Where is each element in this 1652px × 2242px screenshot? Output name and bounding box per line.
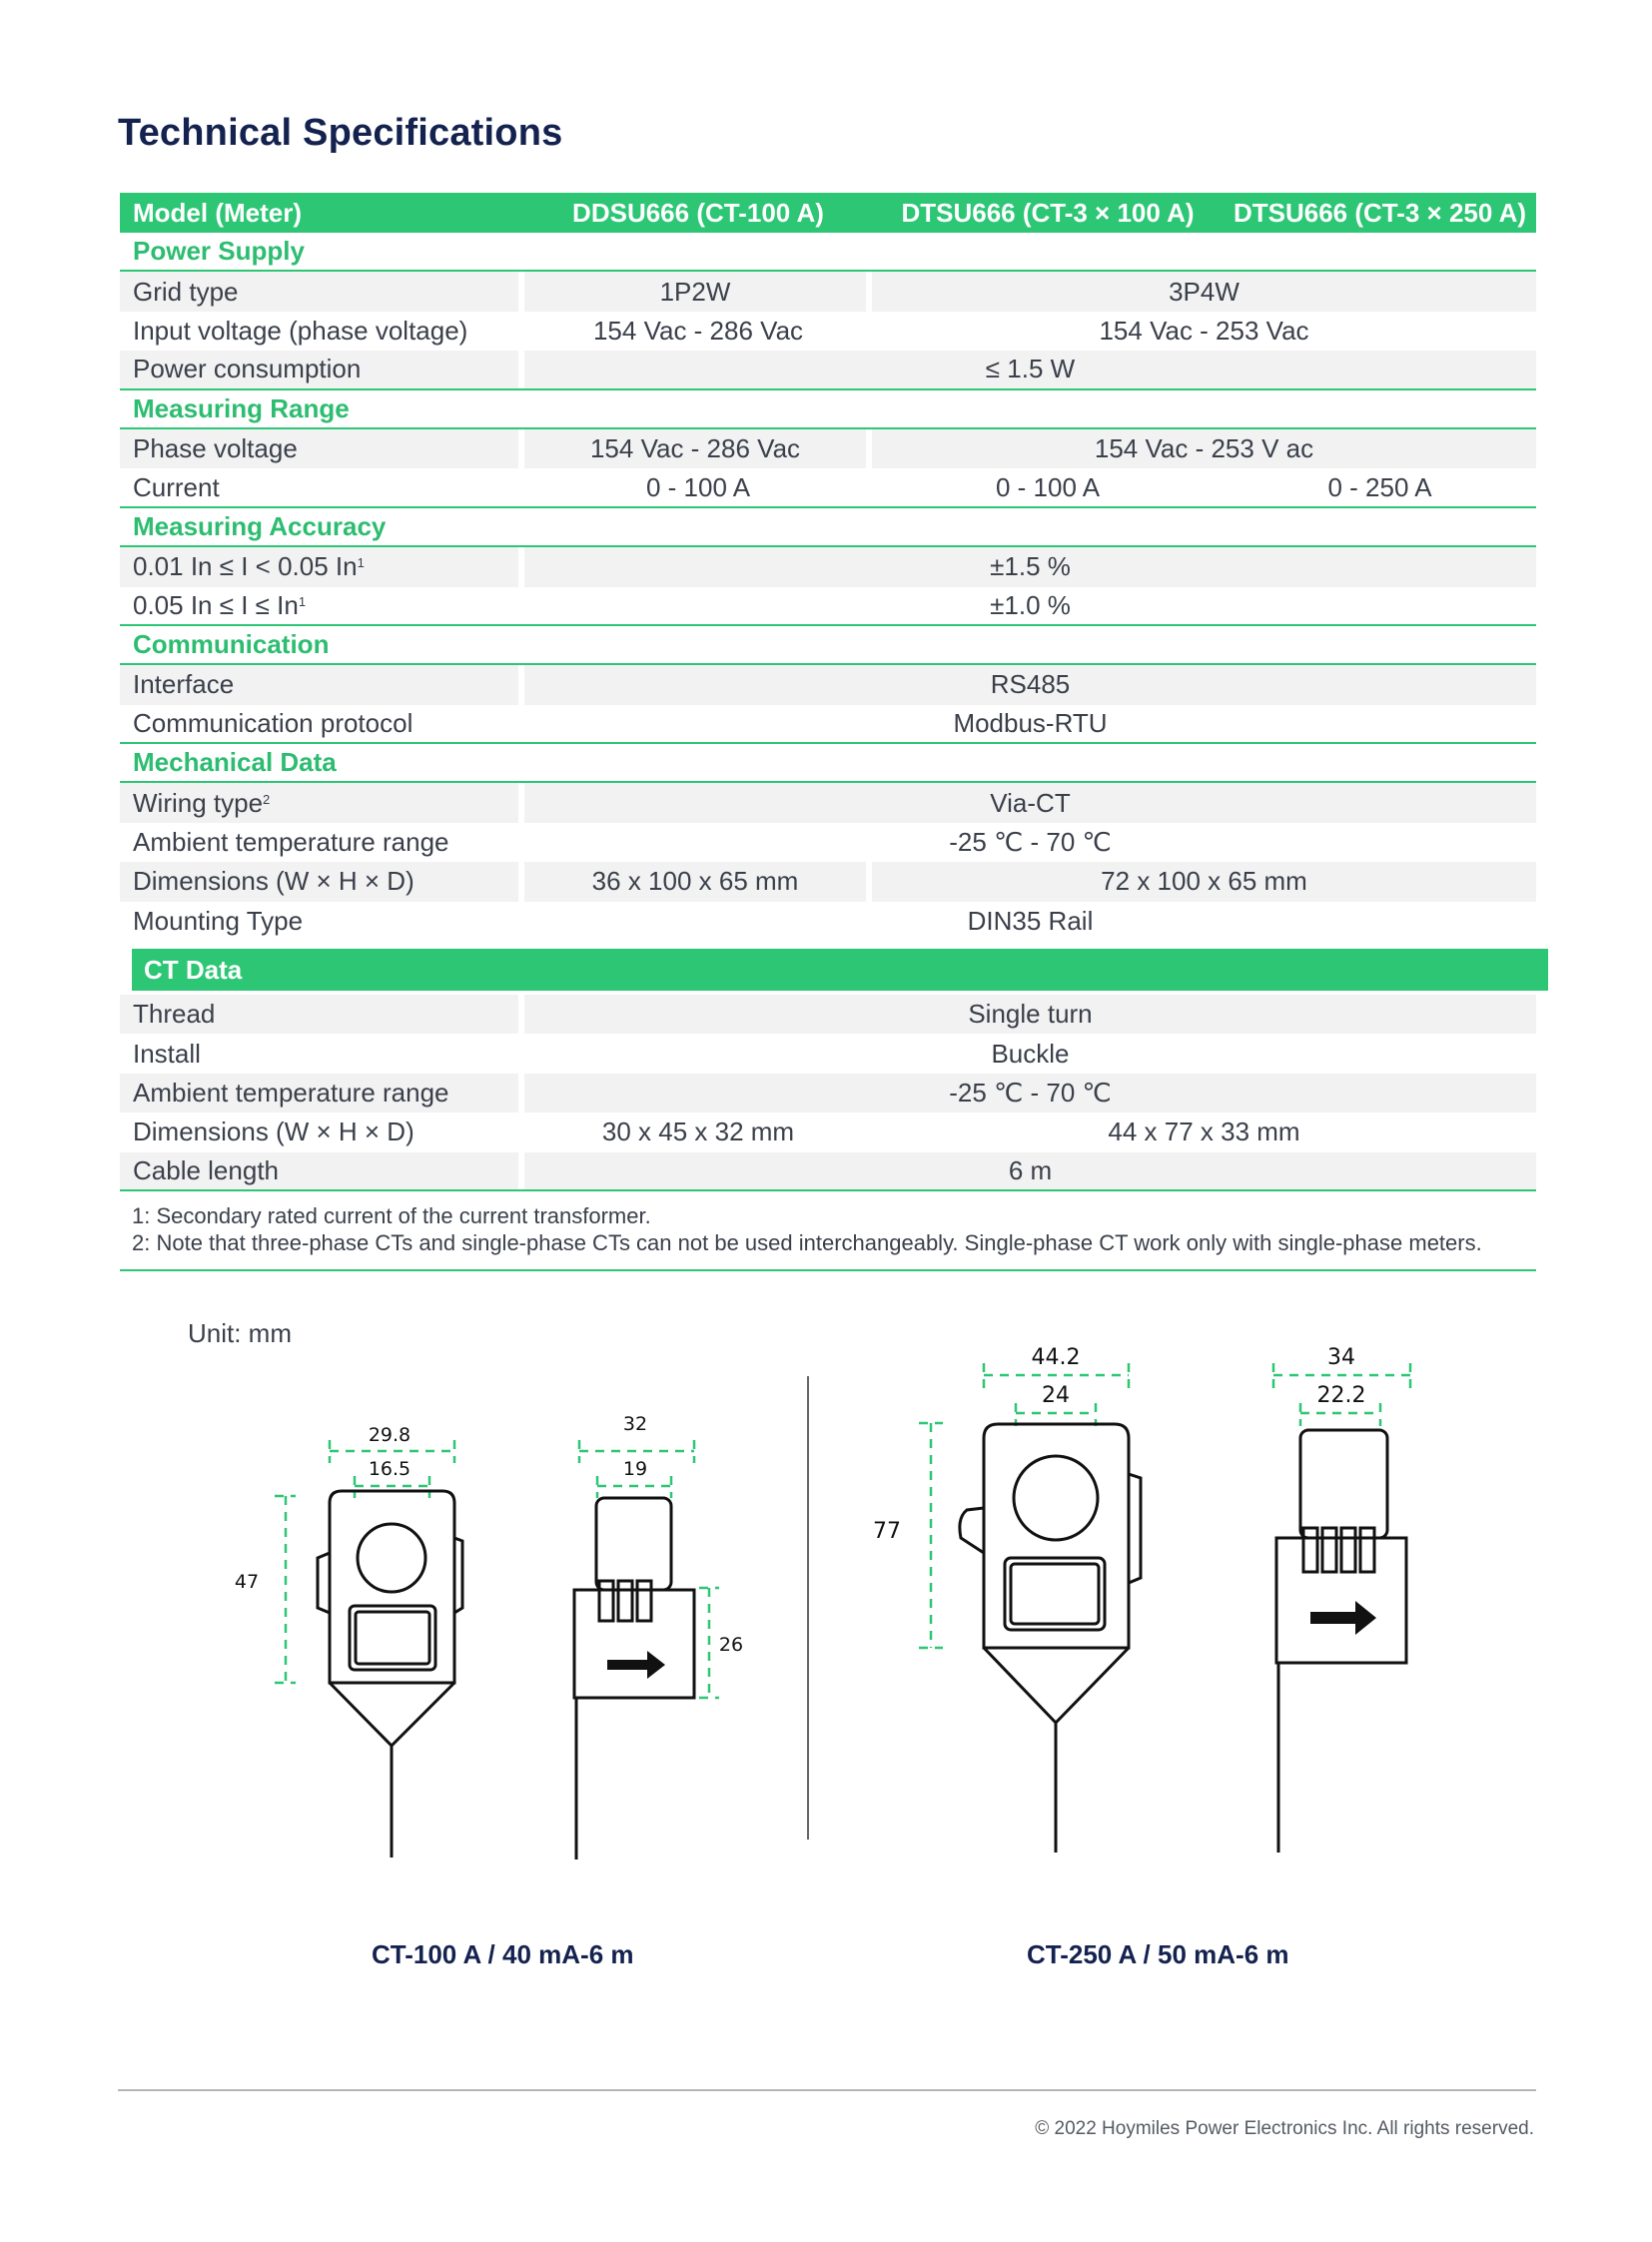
row-value: Via-CT bbox=[524, 783, 1536, 822]
footnote-2: 2: Note that three-phase CTs and single-phase CTs can not be used interchangeably. Single-phase CT work only with single-phase meters. bbox=[132, 1230, 1482, 1255]
row-value: 30 x 45 x 32 mm bbox=[601, 1117, 795, 1147]
ct100-height: 47 bbox=[234, 1571, 260, 1593]
dimension-lines bbox=[275, 1363, 1410, 1698]
arrow-icon bbox=[607, 1651, 665, 1679]
row-label-text: 0.01 In ≤ I < 0.05 In bbox=[133, 551, 358, 582]
footnote-mark: 1 bbox=[298, 593, 307, 609]
row-value: 72 x 100 x 65 mm bbox=[872, 862, 1536, 901]
header-dtsu666-100: DTSU666 (CT-3 × 100 A) bbox=[901, 197, 1195, 228]
row-value: DIN35 Rail bbox=[967, 905, 1094, 936]
row-value: 0 - 100 A bbox=[995, 471, 1101, 502]
copyright: © 2022 Hoymiles Power Electronics Inc. All rights reserved. bbox=[1035, 2118, 1534, 2139]
ct250-width-outer: 44.2 bbox=[1031, 1345, 1081, 1370]
row-label-text: Wiring type bbox=[133, 787, 264, 818]
ct100-width-inner: 16.5 bbox=[368, 1458, 412, 1480]
row-label: Install bbox=[133, 1038, 201, 1069]
ct100-front-drawing bbox=[318, 1491, 462, 1858]
page-title: Technical Specifications bbox=[118, 112, 563, 154]
row-label: Dimensions (W × H × D) bbox=[133, 1117, 414, 1147]
row-value: 154 Vac - 286 Vac bbox=[592, 315, 804, 346]
ct250-caption: CT-250 A / 50 mA-6 m bbox=[1027, 1939, 1289, 1969]
section-title: Communication bbox=[133, 629, 330, 660]
row-label: Grid type bbox=[120, 272, 518, 311]
row-label: Power consumption bbox=[120, 351, 518, 387]
ct100-depth-height: 26 bbox=[718, 1634, 744, 1656]
ct250-depth-inner: 22.2 bbox=[1316, 1383, 1366, 1408]
row-value: ±1.0 % bbox=[990, 589, 1071, 620]
row-label: Dimensions (W × H × D) bbox=[120, 862, 518, 901]
row-value: Modbus-RTU bbox=[953, 707, 1108, 738]
ct250-side-drawing bbox=[1276, 1430, 1406, 1853]
ct100-side-drawing bbox=[574, 1498, 694, 1860]
row-label: Mounting Type bbox=[133, 905, 304, 936]
section-title: Measuring Accuracy bbox=[133, 510, 387, 541]
row-value: ±1.5 % bbox=[524, 547, 1536, 586]
ct250-height: 77 bbox=[873, 1519, 901, 1544]
footnote-mark: 2 bbox=[263, 791, 271, 807]
header-ddsu666: DDSU666 (CT-100 A) bbox=[572, 197, 824, 228]
ct250-depth-outer: 34 bbox=[1327, 1345, 1355, 1370]
ct100-caption: CT-100 A / 40 mA-6 m bbox=[372, 1939, 634, 1969]
row-value: 1P2W bbox=[524, 272, 866, 311]
arrow-icon bbox=[1310, 1601, 1376, 1635]
ct-data-header: CT Data bbox=[132, 949, 1548, 991]
header-model: Model (Meter) bbox=[133, 197, 302, 228]
row-value: 154 Vac - 253 V ac bbox=[872, 429, 1536, 468]
row-value: -25 ℃ - 70 ℃ bbox=[524, 1074, 1536, 1113]
row-label: Ambient temperature range bbox=[133, 827, 449, 858]
row-label: Current bbox=[133, 471, 220, 502]
unit-label: Unit: mm bbox=[188, 1318, 292, 1348]
row-value: 0 - 250 A bbox=[1327, 471, 1432, 502]
row-value: ≤ 1.5 W bbox=[524, 351, 1536, 387]
row-label-text: 0.05 In ≤ I ≤ In bbox=[133, 589, 299, 620]
row-value: RS485 bbox=[524, 665, 1536, 704]
section-title: Mechanical Data bbox=[133, 747, 337, 778]
row-label: Phase voltage bbox=[120, 429, 518, 468]
row-value: 6 m bbox=[524, 1152, 1536, 1189]
ct250-width-inner: 24 bbox=[1042, 1383, 1070, 1408]
row-value: 0 - 100 A bbox=[645, 471, 751, 502]
row-value: 3P4W bbox=[872, 272, 1536, 311]
ct100-width-outer: 29.8 bbox=[368, 1424, 412, 1446]
row-label: Communication protocol bbox=[133, 707, 413, 738]
row-label: Thread bbox=[120, 995, 518, 1034]
row-value: 154 Vac - 286 Vac bbox=[524, 429, 866, 468]
ct100-depth-inner: 19 bbox=[622, 1458, 648, 1480]
ct100-depth-outer: 32 bbox=[622, 1413, 648, 1435]
ct250-front-drawing bbox=[960, 1424, 1141, 1853]
footnote-mark: 1 bbox=[357, 555, 365, 571]
row-value: 36 x 100 x 65 mm bbox=[524, 862, 866, 901]
section-title: Measuring Range bbox=[133, 392, 350, 423]
dimension-labels bbox=[235, 1345, 1366, 1656]
row-value: -25 ℃ - 70 ℃ bbox=[949, 827, 1112, 858]
row-value: 44 x 77 x 33 mm bbox=[1108, 1117, 1300, 1147]
row-value: 154 Vac - 253 Vac bbox=[1099, 315, 1309, 346]
row-label: Interface bbox=[120, 665, 518, 704]
row-label: Ambient temperature range bbox=[120, 1074, 518, 1113]
row-value: Buckle bbox=[991, 1038, 1070, 1069]
footnote-1: 1: Secondary rated current of the current transformer. bbox=[132, 1203, 651, 1228]
header-dtsu666-250: DTSU666 (CT-3 × 250 A) bbox=[1233, 197, 1527, 228]
row-label: Cable length bbox=[120, 1152, 518, 1189]
row-label: Input voltage (phase voltage) bbox=[133, 315, 468, 346]
row-value: Single turn bbox=[524, 995, 1536, 1034]
footer-divider bbox=[118, 2089, 1536, 2091]
section-title: Power Supply bbox=[133, 236, 305, 267]
